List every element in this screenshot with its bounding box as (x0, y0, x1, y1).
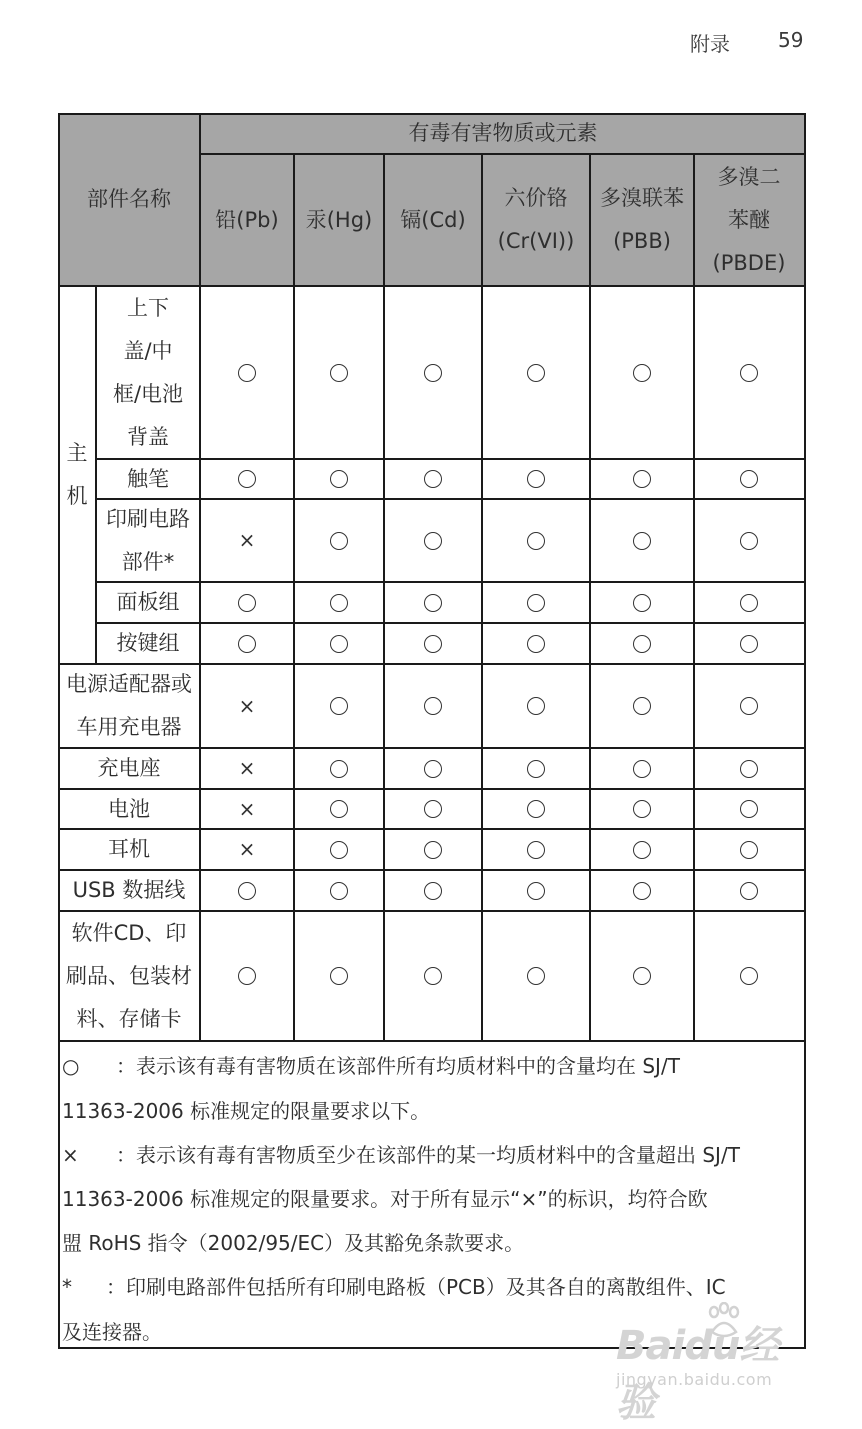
value-cell (694, 748, 804, 789)
value-cell (294, 664, 384, 748)
component-name (58, 829, 200, 870)
value-cell (482, 499, 590, 582)
note-cross-line-2: 11363-2006 标准规定的限量要求。对于所有显示“×”的标识，均符合欧 (62, 1187, 708, 1211)
compliant-circle-icon (527, 364, 545, 382)
component-name-line: 耳机 (108, 837, 150, 861)
value-cell (294, 911, 384, 1041)
component-name-line: 部件* (121, 549, 175, 574)
value-cell (200, 582, 294, 623)
value-cell (200, 829, 294, 870)
compliant-circle-icon (740, 470, 758, 488)
compliant-circle-icon (527, 841, 545, 859)
component-name-line: 按键组 (116, 631, 180, 655)
component-name-line: 盖/中 (123, 338, 173, 363)
compliant-circle-icon (527, 800, 545, 818)
component-name-line: 车用充电器 (76, 715, 182, 739)
compliant-circle-icon (633, 635, 651, 653)
substance-header-line: 多溴联苯 (600, 186, 684, 210)
substance-header (200, 154, 294, 286)
compliant-circle-icon (527, 532, 545, 550)
substance-header-line: 汞(Hg) (305, 207, 373, 232)
component-name (96, 623, 200, 664)
note-cross-line-1: × ：表示该有毒有害物质至少在该部件的某一均质材料中的含量超出 SJ/T (62, 1143, 740, 1167)
grid-line-h (96, 458, 806, 460)
watermark-logo: Baidu经验 (616, 1323, 779, 1426)
substance-header-line: 苯醚 (728, 207, 770, 232)
compliant-circle-icon (330, 760, 348, 778)
compliant-circle-icon (330, 882, 348, 900)
top-header: 有毒有害物质或元素 (408, 121, 598, 145)
component-name (96, 582, 200, 623)
component-name-line: 背盖 (126, 424, 169, 449)
value-cell (694, 582, 804, 623)
grid-line-h (96, 622, 806, 624)
compliant-circle-icon (527, 635, 545, 653)
substance-header (384, 154, 482, 286)
component-name-line: 刷品、包装材 (66, 963, 192, 988)
grid-line-h (96, 581, 806, 583)
value-cell (590, 623, 694, 664)
exceeds-cross-mark: × (238, 528, 256, 552)
component-name-line: 上下 (126, 295, 169, 320)
substance-header-line: 六价铬 (504, 186, 568, 210)
group-label-main-unit (58, 286, 96, 664)
page-header (690, 28, 810, 56)
exceeds-cross-mark: × (238, 796, 256, 821)
component-name (96, 286, 200, 459)
value-cell (384, 911, 482, 1041)
value-cell (482, 789, 590, 829)
substance-header (294, 154, 384, 286)
compliant-circle-icon (633, 697, 651, 715)
note-star-line-1: * ：印刷电路部件包括所有印刷电路板（PCB）及其各自的离散组件、IC (62, 1275, 726, 1299)
substance-header-line: (PBB) (613, 229, 671, 253)
component-name-line: 电源适配器或 (66, 672, 192, 696)
compliant-circle-icon (740, 532, 758, 550)
grid-line-v (95, 286, 97, 664)
compliant-circle-icon (633, 841, 651, 859)
value-cell (294, 499, 384, 582)
compliant-circle-icon (424, 470, 442, 488)
part-name-header: 部件名称 (87, 187, 171, 211)
value-cell (482, 286, 590, 459)
compliant-circle-icon (527, 882, 545, 900)
value-cell (294, 582, 384, 623)
value-cell (694, 286, 804, 459)
compliant-circle-icon (633, 800, 651, 818)
value-cell (590, 286, 694, 459)
substance-header-line: 铅(Pb) (215, 207, 279, 232)
compliant-circle-icon (424, 697, 442, 715)
value-cell (384, 870, 482, 911)
value-cell (200, 623, 294, 664)
component-name-line: 软件CD、印 (71, 920, 187, 945)
grid-line-v (199, 113, 201, 1041)
compliant-circle-icon (740, 841, 758, 859)
compliant-circle-icon (633, 470, 651, 488)
compliant-circle-icon (424, 594, 442, 612)
note-circle-line-2: 11363-2006 标准规定的限量要求以下。 (62, 1099, 431, 1123)
value-cell (384, 748, 482, 789)
value-cell (384, 829, 482, 870)
component-name-line: 面板组 (116, 590, 180, 614)
substance-header-line: (PBDE) (712, 250, 786, 275)
value-cell (294, 459, 384, 499)
compliant-circle-icon (740, 882, 758, 900)
component-name-line: 电池 (108, 796, 150, 821)
component-name (58, 748, 200, 789)
compliant-circle-icon (330, 470, 348, 488)
substance-header-line: 多溴二 (717, 164, 781, 189)
compliant-circle-icon (740, 594, 758, 612)
component-name (96, 499, 200, 582)
substance-header-line: (Cr(VI)) (497, 229, 575, 253)
value-cell (590, 459, 694, 499)
component-name (58, 664, 200, 748)
grid-line-v (293, 154, 295, 1041)
component-name (58, 911, 200, 1041)
value-cell (200, 286, 294, 459)
compliant-circle-icon (740, 760, 758, 778)
value-cell (590, 829, 694, 870)
value-cell (294, 829, 384, 870)
value-cell (482, 829, 590, 870)
value-cell (294, 748, 384, 789)
grid-line-v (383, 154, 385, 1041)
compliant-circle-icon (238, 364, 256, 382)
value-cell (694, 911, 804, 1041)
value-cell (384, 623, 482, 664)
compliant-circle-icon (424, 760, 442, 778)
component-name-line: USB 数据线 (72, 878, 186, 902)
value-cell (294, 286, 384, 459)
substance-header (694, 154, 804, 286)
compliant-circle-icon (527, 594, 545, 612)
exceeds-cross-mark: × (238, 837, 256, 861)
compliant-circle-icon (238, 967, 256, 985)
compliant-circle-icon (330, 635, 348, 653)
exceeds-cross-mark: × (238, 693, 256, 718)
watermark-url: jingyan.baidu.com (616, 1370, 773, 1389)
compliant-circle-icon (330, 594, 348, 612)
compliant-circle-icon (527, 760, 545, 778)
value-cell (200, 789, 294, 829)
compliant-circle-icon (740, 364, 758, 382)
value-cell (590, 499, 694, 582)
value-cell (384, 286, 482, 459)
note-circle-line-1: ○ ：表示该有毒有害物质在该部件所有均质材料中的含量均在 SJ/T (62, 1054, 680, 1078)
value-cell (294, 870, 384, 911)
value-cell (590, 582, 694, 623)
value-cell (482, 870, 590, 911)
compliant-circle-icon (633, 594, 651, 612)
value-cell (694, 499, 804, 582)
grid-line-v (804, 113, 806, 1349)
value-cell (200, 748, 294, 789)
circle-symbol: ○ (62, 1054, 80, 1078)
compliant-circle-icon (740, 635, 758, 653)
substance-header (482, 154, 590, 286)
group-label-main-unit-line: 主 (66, 441, 88, 465)
compliant-circle-icon (527, 967, 545, 985)
compliant-circle-icon (424, 635, 442, 653)
compliant-circle-icon (330, 532, 348, 550)
note-cross-line-3: 盟 RoHS 指令（2002/95/EC）及其豁免条款要求。 (62, 1231, 525, 1255)
value-cell (384, 499, 482, 582)
compliant-circle-icon (424, 967, 442, 985)
compliant-circle-icon (527, 697, 545, 715)
compliant-circle-icon (424, 532, 442, 550)
value-cell (590, 870, 694, 911)
value-cell (200, 911, 294, 1041)
value-cell (590, 664, 694, 748)
compliant-circle-icon (330, 697, 348, 715)
substance-header-line: 镉(Cd) (400, 207, 466, 232)
compliant-circle-icon (633, 364, 651, 382)
component-name-line: 印刷电路 (106, 506, 190, 531)
component-name-line: 充电座 (97, 756, 161, 780)
compliant-circle-icon (330, 967, 348, 985)
compliant-circle-icon (330, 841, 348, 859)
page-number: 59 (778, 28, 804, 52)
component-name (58, 870, 200, 911)
value-cell (694, 829, 804, 870)
compliant-circle-icon (424, 841, 442, 859)
value-cell (482, 459, 590, 499)
baidu-watermark (612, 1296, 812, 1426)
compliant-circle-icon (238, 882, 256, 900)
substance-header (590, 154, 694, 286)
value-cell (294, 623, 384, 664)
compliant-circle-icon (424, 364, 442, 382)
group-label-main-unit-line: 机 (66, 484, 88, 508)
compliant-circle-icon (633, 532, 651, 550)
compliant-circle-icon (238, 635, 256, 653)
value-cell (384, 789, 482, 829)
value-cell (384, 664, 482, 748)
value-cell (482, 582, 590, 623)
compliant-circle-icon (740, 697, 758, 715)
value-cell (294, 789, 384, 829)
value-cell (384, 582, 482, 623)
compliant-circle-icon (633, 760, 651, 778)
compliant-circle-icon (330, 364, 348, 382)
note-star-line-2: 及连接器。 (62, 1320, 162, 1344)
grid-line-h (96, 498, 806, 500)
exceeds-cross-mark: × (238, 756, 256, 780)
value-cell (384, 459, 482, 499)
cross-symbol: × (62, 1143, 79, 1167)
grid-line-v (693, 154, 695, 1041)
section-title: 附录 (690, 32, 730, 56)
component-name-line: 框/电池 (112, 381, 184, 406)
value-cell (200, 499, 294, 582)
compliant-circle-icon (633, 882, 651, 900)
compliant-circle-icon (238, 470, 256, 488)
compliant-circle-icon (740, 800, 758, 818)
component-name-line: 料、存储卡 (76, 1006, 182, 1031)
value-cell (590, 789, 694, 829)
grid-line-v (481, 154, 483, 1041)
value-cell (694, 623, 804, 664)
value-cell (590, 748, 694, 789)
value-cell (482, 664, 590, 748)
grid-line-v (58, 113, 60, 1349)
value-cell (694, 870, 804, 911)
grid-line-v (589, 154, 591, 1041)
grid-line-h (200, 153, 806, 155)
grid-line-h (58, 113, 806, 115)
compliant-circle-icon (633, 967, 651, 985)
component-name (96, 459, 200, 499)
compliant-circle-icon (424, 800, 442, 818)
value-cell (482, 748, 590, 789)
value-cell (200, 459, 294, 499)
value-cell (694, 789, 804, 829)
value-cell (200, 664, 294, 748)
value-cell (694, 664, 804, 748)
value-cell (590, 911, 694, 1041)
compliant-circle-icon (527, 470, 545, 488)
compliant-circle-icon (330, 800, 348, 818)
compliant-circle-icon (424, 882, 442, 900)
value-cell (200, 870, 294, 911)
value-cell (482, 623, 590, 664)
value-cell (482, 911, 590, 1041)
component-name (58, 789, 200, 829)
compliant-circle-icon (238, 594, 256, 612)
component-name-line: 触笔 (127, 466, 169, 491)
value-cell (694, 459, 804, 499)
compliant-circle-icon (740, 967, 758, 985)
star-symbol: * (62, 1275, 72, 1299)
